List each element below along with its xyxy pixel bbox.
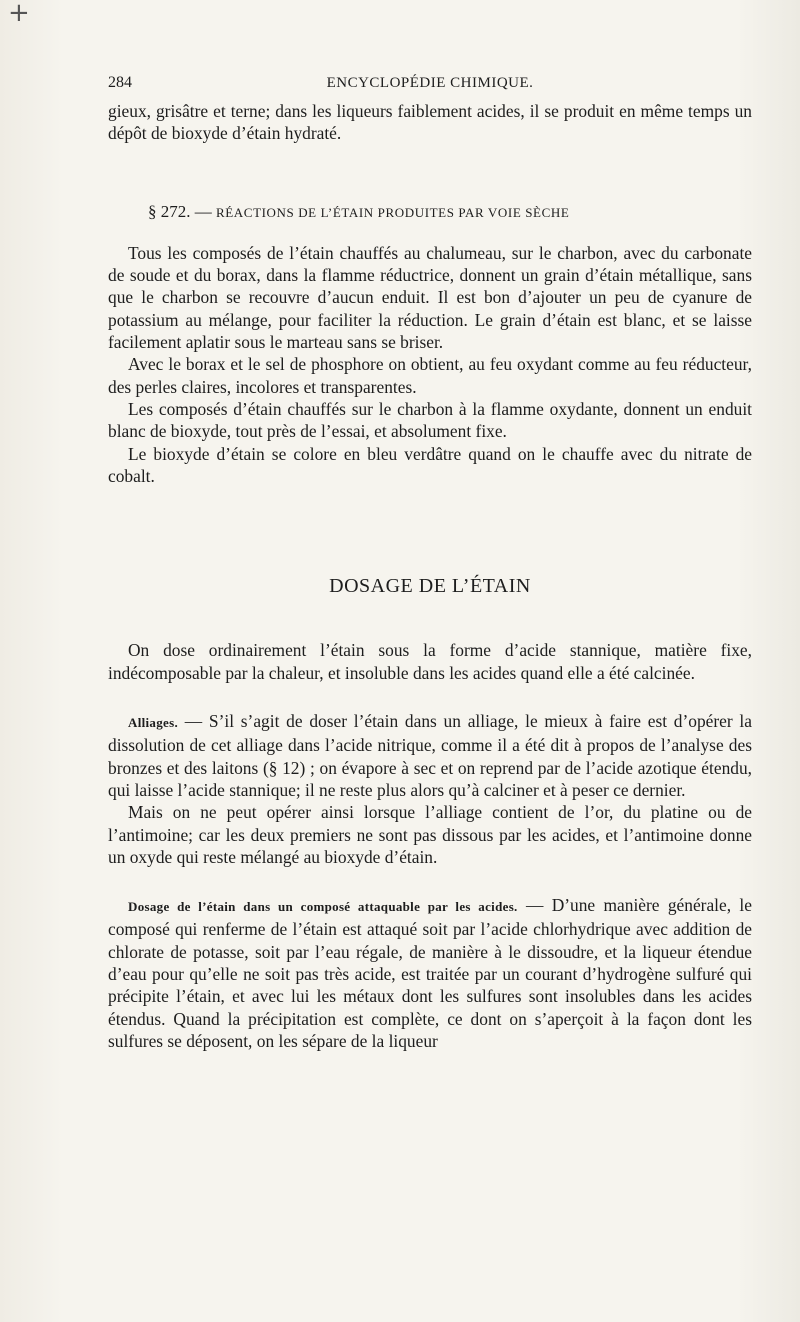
chapter-title: DOSAGE DE L’ÉTAIN <box>329 575 531 598</box>
paragraph: Le bioxyde d’étain se colore en bleu verdâtre quand on le chauffe avec du nitrate de cobalt. <box>108 443 752 486</box>
paragraph: Tous les composés de l’étain chauffés au chalumeau, sur le charbon, avec du carbonate de soude et du borax, dans la flamme réductrice, donnent un grain d’étain métallique, sans que le charbon se recouvre d’aucun enduit. Il est bon d’ajouter un peu de cyanure de potassium au mélange, pour faciliter la réduction. Le grain d’étain est blanc, et se laisse facilement aplatir sous le marteau sans se briser. <box>108 242 752 353</box>
paragraph-alliages <box>108 710 752 801</box>
registration-mark: + <box>8 0 30 28</box>
paragraph: Mais on ne peut opérer ainsi lorsque l’alliage contient de l’or, du platine ou de l’antimoine; car les deux premiers ne sont pas dissous par les acides, et l’antimoine donne un oxyde qui reste mélangé au bioxyde d’étain. <box>108 802 752 867</box>
run-in-heading: Alliages. <box>128 715 179 731</box>
paragraph-body: — D’une manière générale, le composé qui renferme de l’étain est attaqué soit par l’acide chlorhydrique avec addition de chlorate de potasse, soit par l’eau régale, de manière à le dissoudre, et la liqueur étendue d’eau pour qu’elle ne soit pas très acide, est traitée par un courant d’hydrogène sulfuré qui précipite l’étain, et avec lui les métaux dont les sulfures sont insolubles dans les acides étendus. Quand la précipitation est complète, ce dont on s’aperçoit à la façon dont les sulfures se déposent, on les sépare de la liqueur <box>108 895 752 1051</box>
section-number: § 272. — <box>148 201 212 221</box>
paragraph-continuation: gieux, grisâtre et terne; dans les liqueurs faiblement acides, il se produit en même temps un dépôt de bioxyde d’étain hydraté. <box>108 101 752 144</box>
run-in-heading: Dosage de l’étain dans un composé attaquable par les acides. <box>128 899 518 915</box>
running-head: ENCYCLOPÉDIE CHIMIQUE. <box>326 75 534 91</box>
page-header <box>108 72 752 98</box>
paragraph-dosage <box>108 894 752 1052</box>
paragraph: Les composés d’étain chauffés sur le charbon à la flamme oxydante, donnent un enduit blanc de bioxyde, tout près de l’essai, et absolument fixe. <box>108 398 752 442</box>
section-heading <box>108 201 752 224</box>
text-column <box>108 72 752 1052</box>
section-title: RÉACTIONS DE L’ÉTAIN PRODUITES PAR VOIE SÈCHE <box>216 204 570 220</box>
paragraph-body: — S’il s’agit de doser l’étain dans un alliage, le mieux à faire est d’opérer la dissolution de cet alliage dans l’acide nitrique, comme il a été dit à propos de l’analyse des bronzes et des laitons (§ 12) ; on évapore à sec et on reprend par de l’acide azotique étendu, qui laisse l’acide stannique; il ne reste plus alors qu’à calciner et à peser ce dernier. <box>108 711 752 800</box>
paragraph: Avec le borax et le sel de phosphore on obtient, au feu oxydant comme au feu réducteur, des perles claires, incolores et transparentes. <box>108 354 752 397</box>
paragraph: On dose ordinairement l’étain sous la forme d’acide stannique, matière fixe, indécomposable par la chaleur, et insoluble dans les acides quand elle a été calcinée. <box>108 640 752 683</box>
page-number: 284 <box>108 74 132 91</box>
